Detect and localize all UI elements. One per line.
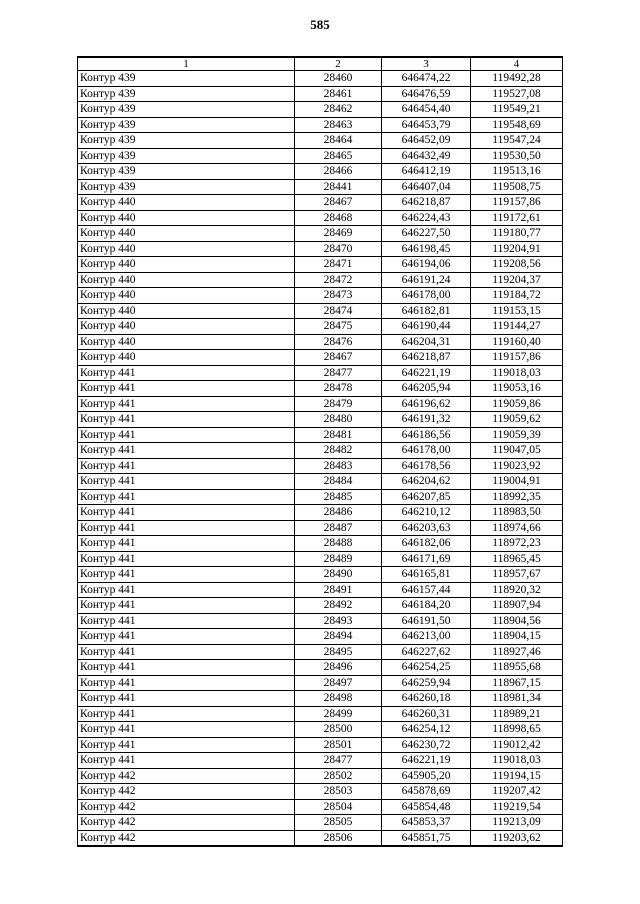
x-coordinate-cell: 646157,44 <box>382 582 471 598</box>
point-number-cell: 28480 <box>295 412 382 428</box>
y-coordinate-cell: 119059,39 <box>471 427 563 443</box>
table-row <box>78 443 563 459</box>
contour-name-cell: Контур 441 <box>78 443 295 459</box>
contour-name-cell: Контур 441 <box>78 365 295 381</box>
contour-name-cell: Контур 441 <box>78 551 295 567</box>
y-coordinate-cell: 118904,15 <box>471 629 563 645</box>
x-coordinate-cell: 646407,04 <box>382 179 471 195</box>
y-coordinate-cell: 118998,65 <box>471 722 563 738</box>
x-coordinate-cell: 646474,22 <box>382 71 471 87</box>
x-coordinate-cell: 645854,48 <box>382 799 471 815</box>
x-coordinate-cell: 646259,94 <box>382 675 471 691</box>
table-row <box>78 117 563 133</box>
point-number-cell: 28494 <box>295 629 382 645</box>
y-coordinate-cell: 118974,66 <box>471 520 563 536</box>
point-number-cell: 28496 <box>295 660 382 676</box>
table-row <box>78 799 563 815</box>
point-number-cell: 28497 <box>295 675 382 691</box>
point-number-cell: 28506 <box>295 830 382 846</box>
x-coordinate-cell: 646178,56 <box>382 458 471 474</box>
point-number-cell: 28503 <box>295 784 382 800</box>
table-header-row <box>78 57 563 71</box>
column-header-1: 1 <box>78 57 295 71</box>
y-coordinate-cell: 119508,75 <box>471 179 563 195</box>
contour-name-cell: Контур 442 <box>78 784 295 800</box>
y-coordinate-cell: 119144,27 <box>471 319 563 335</box>
table-row <box>78 489 563 505</box>
x-coordinate-cell: 646260,18 <box>382 691 471 707</box>
table-row <box>78 396 563 412</box>
contour-name-cell: Контур 441 <box>78 427 295 443</box>
contour-name-cell: Контур 441 <box>78 613 295 629</box>
point-number-cell: 28499 <box>295 706 382 722</box>
table-row <box>78 613 563 629</box>
table-row <box>78 381 563 397</box>
point-number-cell: 28478 <box>295 381 382 397</box>
table-row <box>78 737 563 753</box>
point-number-cell: 28469 <box>295 226 382 242</box>
contour-name-cell: Контур 440 <box>78 350 295 366</box>
point-number-cell: 28492 <box>295 598 382 614</box>
x-coordinate-cell: 646190,44 <box>382 319 471 335</box>
table-row <box>78 179 563 195</box>
y-coordinate-cell: 119530,50 <box>471 148 563 164</box>
point-number-cell: 28489 <box>295 551 382 567</box>
contour-name-cell: Контур 440 <box>78 303 295 319</box>
contour-name-cell: Контур 439 <box>78 71 295 87</box>
y-coordinate-cell: 119157,86 <box>471 195 563 211</box>
contour-name-cell: Контур 440 <box>78 319 295 335</box>
table-row <box>78 195 563 211</box>
x-coordinate-cell: 646476,59 <box>382 86 471 102</box>
x-coordinate-cell: 646221,19 <box>382 365 471 381</box>
point-number-cell: 28490 <box>295 567 382 583</box>
table-row <box>78 505 563 521</box>
contour-name-cell: Контур 441 <box>78 722 295 738</box>
contour-name-cell: Контур 441 <box>78 629 295 645</box>
point-number-cell: 28462 <box>295 102 382 118</box>
contour-name-cell: Контур 440 <box>78 226 295 242</box>
x-coordinate-cell: 646224,43 <box>382 210 471 226</box>
contour-name-cell: Контур 440 <box>78 288 295 304</box>
table-row <box>78 551 563 567</box>
table-row <box>78 830 563 846</box>
table-row <box>78 520 563 536</box>
x-coordinate-cell: 646218,87 <box>382 350 471 366</box>
point-number-cell: 28495 <box>295 644 382 660</box>
contour-name-cell: Контур 441 <box>78 598 295 614</box>
x-coordinate-cell: 646204,62 <box>382 474 471 490</box>
point-number-cell: 28477 <box>295 753 382 769</box>
x-coordinate-cell: 646178,00 <box>382 288 471 304</box>
contour-name-cell: Контур 441 <box>78 381 295 397</box>
table-row <box>78 288 563 304</box>
point-number-cell: 28504 <box>295 799 382 815</box>
point-number-cell: 28465 <box>295 148 382 164</box>
y-coordinate-cell: 119023,92 <box>471 458 563 474</box>
contour-name-cell: Контур 440 <box>78 334 295 350</box>
contour-name-cell: Контур 441 <box>78 396 295 412</box>
contour-name-cell: Контур 442 <box>78 768 295 784</box>
point-number-cell: 28488 <box>295 536 382 552</box>
table-row <box>78 629 563 645</box>
table-row <box>78 815 563 831</box>
contour-name-cell: Контур 441 <box>78 536 295 552</box>
table-row <box>78 536 563 552</box>
table-row <box>78 365 563 381</box>
point-number-cell: 28487 <box>295 520 382 536</box>
contour-name-cell: Контур 441 <box>78 675 295 691</box>
column-header-2: 2 <box>295 57 382 71</box>
table-row <box>78 567 563 583</box>
y-coordinate-cell: 119012,42 <box>471 737 563 753</box>
contour-name-cell: Контур 441 <box>78 412 295 428</box>
y-coordinate-cell: 118992,35 <box>471 489 563 505</box>
contour-name-cell: Контур 439 <box>78 102 295 118</box>
contour-name-cell: Контур 440 <box>78 210 295 226</box>
point-number-cell: 28477 <box>295 365 382 381</box>
point-number-cell: 28482 <box>295 443 382 459</box>
table-row <box>78 768 563 784</box>
y-coordinate-cell: 119184,72 <box>471 288 563 304</box>
table-row <box>78 722 563 738</box>
x-coordinate-cell: 645853,37 <box>382 815 471 831</box>
contour-name-cell: Контур 441 <box>78 474 295 490</box>
x-coordinate-cell: 645905,20 <box>382 768 471 784</box>
table-row <box>78 582 563 598</box>
contour-name-cell: Контур 441 <box>78 644 295 660</box>
contour-name-cell: Контур 439 <box>78 117 295 133</box>
point-number-cell: 28467 <box>295 350 382 366</box>
contour-name-cell: Контур 441 <box>78 582 295 598</box>
x-coordinate-cell: 646432,49 <box>382 148 471 164</box>
y-coordinate-cell: 119207,42 <box>471 784 563 800</box>
y-coordinate-cell: 119194,15 <box>471 768 563 784</box>
x-coordinate-cell: 646254,25 <box>382 660 471 676</box>
y-coordinate-cell: 118965,45 <box>471 551 563 567</box>
x-coordinate-cell: 646191,24 <box>382 272 471 288</box>
point-number-cell: 28493 <box>295 613 382 629</box>
y-coordinate-cell: 119053,16 <box>471 381 563 397</box>
table-row <box>78 148 563 164</box>
table-row <box>78 210 563 226</box>
contour-name-cell: Контур 441 <box>78 567 295 583</box>
table-row <box>78 133 563 149</box>
x-coordinate-cell: 646254,12 <box>382 722 471 738</box>
point-number-cell: 28483 <box>295 458 382 474</box>
point-number-cell: 28473 <box>295 288 382 304</box>
y-coordinate-cell: 119547,24 <box>471 133 563 149</box>
contour-name-cell: Контур 439 <box>78 164 295 180</box>
y-coordinate-cell: 119004,91 <box>471 474 563 490</box>
x-coordinate-cell: 646205,94 <box>382 381 471 397</box>
x-coordinate-cell: 646453,79 <box>382 117 471 133</box>
y-coordinate-cell: 119208,56 <box>471 257 563 273</box>
point-number-cell: 28476 <box>295 334 382 350</box>
table-row <box>78 102 563 118</box>
contour-name-cell: Контур 442 <box>78 815 295 831</box>
x-coordinate-cell: 646182,06 <box>382 536 471 552</box>
table-row <box>78 598 563 614</box>
point-number-cell: 28502 <box>295 768 382 784</box>
table-row <box>78 71 563 87</box>
contour-name-cell: Контур 441 <box>78 489 295 505</box>
x-coordinate-cell: 645878,69 <box>382 784 471 800</box>
x-coordinate-cell: 646186,56 <box>382 427 471 443</box>
table-row <box>78 691 563 707</box>
point-number-cell: 28498 <box>295 691 382 707</box>
y-coordinate-cell: 118927,46 <box>471 644 563 660</box>
x-coordinate-cell: 646191,50 <box>382 613 471 629</box>
table-row <box>78 474 563 490</box>
contour-name-cell: Контур 441 <box>78 660 295 676</box>
point-number-cell: 28500 <box>295 722 382 738</box>
column-header-4: 4 <box>471 57 563 71</box>
x-coordinate-cell: 646178,00 <box>382 443 471 459</box>
contour-name-cell: Контур 442 <box>78 830 295 846</box>
x-coordinate-cell: 646204,31 <box>382 334 471 350</box>
y-coordinate-cell: 119492,28 <box>471 71 563 87</box>
table-row <box>78 319 563 335</box>
contour-name-cell: Контур 439 <box>78 86 295 102</box>
point-number-cell: 28470 <box>295 241 382 257</box>
point-number-cell: 28461 <box>295 86 382 102</box>
contour-name-cell: Контур 441 <box>78 737 295 753</box>
y-coordinate-cell: 119153,15 <box>471 303 563 319</box>
contour-name-cell: Контур 442 <box>78 799 295 815</box>
table-body <box>78 71 563 847</box>
table-row <box>78 753 563 769</box>
x-coordinate-cell: 646213,00 <box>382 629 471 645</box>
x-coordinate-cell: 646227,62 <box>382 644 471 660</box>
x-coordinate-cell: 646260,31 <box>382 706 471 722</box>
x-coordinate-cell: 646218,87 <box>382 195 471 211</box>
y-coordinate-cell: 119157,86 <box>471 350 563 366</box>
table-row <box>78 427 563 443</box>
contour-name-cell: Контур 441 <box>78 520 295 536</box>
x-coordinate-cell: 646198,45 <box>382 241 471 257</box>
point-number-cell: 28466 <box>295 164 382 180</box>
x-coordinate-cell: 646165,81 <box>382 567 471 583</box>
x-coordinate-cell: 646194,06 <box>382 257 471 273</box>
y-coordinate-cell: 118989,21 <box>471 706 563 722</box>
x-coordinate-cell: 646210,12 <box>382 505 471 521</box>
table-row <box>78 164 563 180</box>
table-row <box>78 458 563 474</box>
contour-name-cell: Контур 439 <box>78 179 295 195</box>
table-row <box>78 257 563 273</box>
y-coordinate-cell: 118967,15 <box>471 675 563 691</box>
point-number-cell: 28472 <box>295 272 382 288</box>
y-coordinate-cell: 119059,62 <box>471 412 563 428</box>
contour-name-cell: Контур 441 <box>78 505 295 521</box>
point-number-cell: 28485 <box>295 489 382 505</box>
y-coordinate-cell: 118955,68 <box>471 660 563 676</box>
table-row <box>78 226 563 242</box>
contour-name-cell: Контур 441 <box>78 458 295 474</box>
point-number-cell: 28463 <box>295 117 382 133</box>
table-row <box>78 706 563 722</box>
x-coordinate-cell: 646227,50 <box>382 226 471 242</box>
point-number-cell: 28467 <box>295 195 382 211</box>
table-row <box>78 241 563 257</box>
y-coordinate-cell: 119549,21 <box>471 102 563 118</box>
point-number-cell: 28479 <box>295 396 382 412</box>
y-coordinate-cell: 119548,69 <box>471 117 563 133</box>
x-coordinate-cell: 646196,62 <box>382 396 471 412</box>
point-number-cell: 28474 <box>295 303 382 319</box>
contour-name-cell: Контур 440 <box>78 272 295 288</box>
point-number-cell: 28441 <box>295 179 382 195</box>
x-coordinate-cell: 646203,63 <box>382 520 471 536</box>
contour-name-cell: Контур 440 <box>78 241 295 257</box>
x-coordinate-cell: 646230,72 <box>382 737 471 753</box>
table-row <box>78 412 563 428</box>
y-coordinate-cell: 118983,50 <box>471 505 563 521</box>
x-coordinate-cell: 646191,32 <box>382 412 471 428</box>
column-header-3: 3 <box>382 57 471 71</box>
y-coordinate-cell: 119203,62 <box>471 830 563 846</box>
y-coordinate-cell: 118907,94 <box>471 598 563 614</box>
x-coordinate-cell: 646184,20 <box>382 598 471 614</box>
table-row <box>78 784 563 800</box>
point-number-cell: 28471 <box>295 257 382 273</box>
page-number: 585 <box>310 17 330 32</box>
x-coordinate-cell: 646221,19 <box>382 753 471 769</box>
x-coordinate-cell: 646454,40 <box>382 102 471 118</box>
y-coordinate-cell: 118972,23 <box>471 536 563 552</box>
table-row <box>78 334 563 350</box>
x-coordinate-cell: 646412,19 <box>382 164 471 180</box>
point-number-cell: 28484 <box>295 474 382 490</box>
y-coordinate-cell: 119513,16 <box>471 164 563 180</box>
x-coordinate-cell: 646182,81 <box>382 303 471 319</box>
x-coordinate-cell: 646171,69 <box>382 551 471 567</box>
point-number-cell: 28491 <box>295 582 382 598</box>
y-coordinate-cell: 118920,32 <box>471 582 563 598</box>
x-coordinate-cell: 645851,75 <box>382 830 471 846</box>
y-coordinate-cell: 119047,05 <box>471 443 563 459</box>
table-row <box>78 303 563 319</box>
point-number-cell: 28460 <box>295 71 382 87</box>
y-coordinate-cell: 119172,61 <box>471 210 563 226</box>
y-coordinate-cell: 119180,77 <box>471 226 563 242</box>
y-coordinate-cell: 118981,34 <box>471 691 563 707</box>
table-row <box>78 86 563 102</box>
table-row <box>78 660 563 676</box>
contour-name-cell: Контур 441 <box>78 706 295 722</box>
y-coordinate-cell: 119213,09 <box>471 815 563 831</box>
y-coordinate-cell: 119527,08 <box>471 86 563 102</box>
y-coordinate-cell: 119204,37 <box>471 272 563 288</box>
y-coordinate-cell: 118904,56 <box>471 613 563 629</box>
table-row <box>78 272 563 288</box>
point-number-cell: 28481 <box>295 427 382 443</box>
table-row <box>78 644 563 660</box>
point-number-cell: 28464 <box>295 133 382 149</box>
x-coordinate-cell: 646207,85 <box>382 489 471 505</box>
point-number-cell: 28505 <box>295 815 382 831</box>
point-number-cell: 28486 <box>295 505 382 521</box>
table-row <box>78 350 563 366</box>
coordinates-table <box>77 56 563 847</box>
contour-name-cell: Контур 440 <box>78 195 295 211</box>
y-coordinate-cell: 119018,03 <box>471 365 563 381</box>
y-coordinate-cell: 119160,40 <box>471 334 563 350</box>
y-coordinate-cell: 119204,91 <box>471 241 563 257</box>
table-row <box>78 675 563 691</box>
point-number-cell: 28501 <box>295 737 382 753</box>
x-coordinate-cell: 646452,09 <box>382 133 471 149</box>
contour-name-cell: Контур 441 <box>78 753 295 769</box>
point-number-cell: 28475 <box>295 319 382 335</box>
contour-name-cell: Контур 440 <box>78 257 295 273</box>
y-coordinate-cell: 119219,54 <box>471 799 563 815</box>
point-number-cell: 28468 <box>295 210 382 226</box>
y-coordinate-cell: 118957,67 <box>471 567 563 583</box>
contour-name-cell: Контур 441 <box>78 691 295 707</box>
y-coordinate-cell: 119018,03 <box>471 753 563 769</box>
contour-name-cell: Контур 439 <box>78 133 295 149</box>
contour-name-cell: Контур 439 <box>78 148 295 164</box>
y-coordinate-cell: 119059,86 <box>471 396 563 412</box>
